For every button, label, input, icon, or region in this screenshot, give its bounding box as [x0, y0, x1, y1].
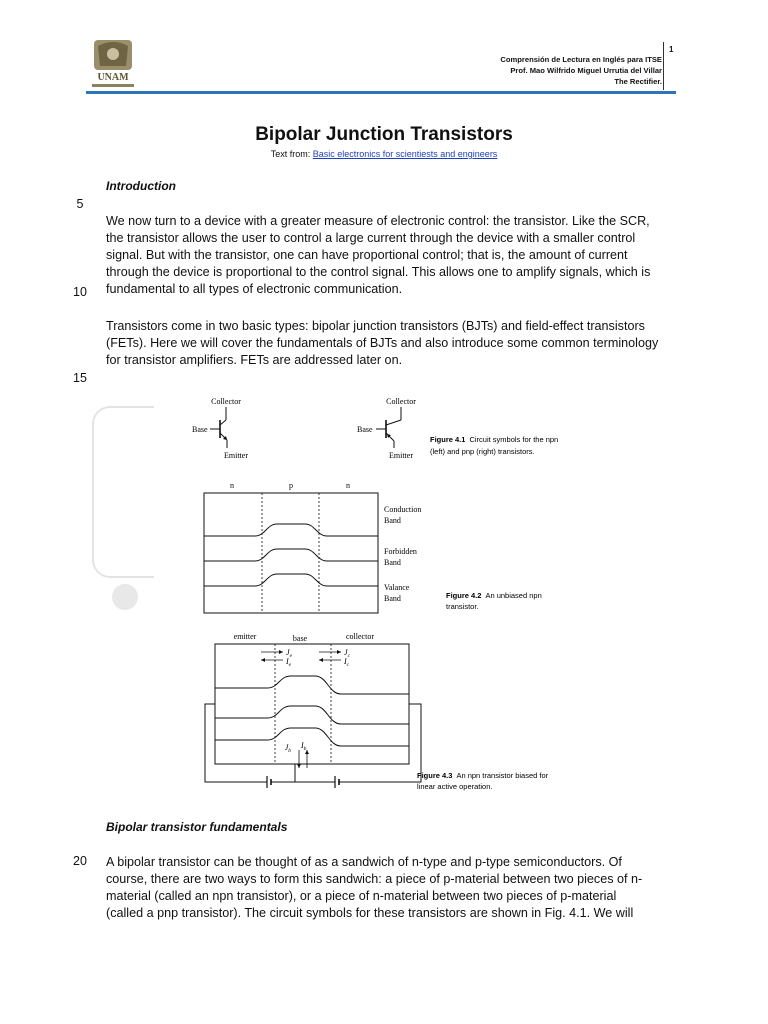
- label-base: Base: [192, 425, 208, 434]
- region-n: n: [230, 481, 234, 490]
- label-emitter: Emitter: [224, 451, 248, 460]
- text-line: fundamental to all types of electronic communication.: [106, 282, 403, 296]
- text-line: the transistor allows the user to control a large current through the device with a smaller control: [106, 231, 636, 245]
- fundamentals-heading: Bipolar transistor fundamentals: [106, 820, 288, 834]
- document-title: Bipolar Junction Transistors: [255, 124, 513, 145]
- label-base: base: [292, 634, 308, 643]
- line-number-5: 5: [76, 197, 84, 211]
- decorative-frame: [92, 406, 154, 578]
- subscript: b: [303, 746, 307, 752]
- caption-line: Circuit symbols for the npn: [469, 435, 559, 444]
- subscript: b: [288, 748, 291, 754]
- text-line: signal. But with the transistor, one can have proportional control; that is, the amount of current: [106, 248, 628, 262]
- symbol: J: [284, 743, 289, 752]
- symbol: J: [344, 648, 348, 657]
- caption-line: An npn transistor biased for: [456, 771, 549, 780]
- region-n: n: [346, 481, 350, 490]
- paragraph-intro: [106, 213, 666, 298]
- text-line: We now turn to a device with a greater measure of electronic control: the transistor. Like the SCR,: [106, 214, 650, 228]
- label-collector: Collector: [386, 397, 416, 406]
- caption-line: (left) and pnp (right) transistors.: [430, 447, 535, 456]
- text-line: (FETs). Here we will cover the fundamentals of BJTs and also introduce some common terminology: [106, 336, 659, 350]
- text-line: for transistor amplifiers. FETs are addressed later on.: [106, 353, 403, 367]
- label-band: Band: [384, 516, 401, 525]
- decorative-circle: [112, 584, 138, 610]
- text-line: course, there are two ways to form this sandwich: a piece of p-material between two pieces of n-: [106, 872, 643, 886]
- caption-line: transistor.: [446, 602, 479, 611]
- label-band: Band: [384, 594, 401, 603]
- document-header: [500, 54, 662, 87]
- subscript: e: [289, 653, 293, 659]
- subscript: c: [346, 662, 350, 668]
- label-conduction: Conduction: [384, 505, 422, 514]
- paragraph-fundamentals: [106, 854, 666, 922]
- text-line: Transistors come in two basic types: bipolar junction transistors (BJTs) and field-effect transistors: [106, 319, 645, 333]
- label-forbidden: Forbidden: [384, 547, 417, 556]
- caption-line: An unbiased npn: [485, 591, 542, 600]
- page-number: 1: [669, 45, 674, 54]
- figure-4-1: [180, 392, 600, 466]
- caption-label: Figure 4.3: [417, 771, 453, 780]
- course-name: Comprensión de Lectura en Inglés para ITSE: [500, 55, 662, 64]
- line-number-15: 15: [73, 371, 87, 385]
- symbol: I: [344, 657, 347, 666]
- topic-name: The Rectifier.: [614, 77, 662, 86]
- intro-heading: Introduction: [106, 179, 176, 193]
- symbol: I: [301, 741, 304, 750]
- source-link[interactable]: Basic electronics for scientiests and engineers: [312, 149, 498, 159]
- text-line: through the device is proportional to the control signal. This allows one to amplify signals, which is: [106, 265, 651, 279]
- caption-label: Figure 4.1: [430, 435, 466, 444]
- text-line: material (called an npn transistor), or a piece of n-material between two pieces of p-material: [106, 889, 617, 903]
- text-line: (called a pnp transistor). The circuit symbols for these transistors are shown in Fig. 4.1. We will: [106, 906, 634, 920]
- unam-logo: [86, 38, 140, 92]
- caption-label: Figure 4.2: [446, 591, 482, 600]
- source-prefix: Text from:: [270, 149, 311, 159]
- label-jb: [285, 743, 292, 754]
- line-number-20: 20: [73, 854, 87, 868]
- label-collector: collector: [346, 632, 374, 641]
- symbol: J: [286, 648, 290, 657]
- figure-4-1-caption: [430, 435, 558, 444]
- label-valance: Valance: [384, 583, 410, 592]
- header-rule: [86, 91, 676, 94]
- subscript: c: [347, 653, 351, 659]
- label-emitter: emitter: [233, 632, 257, 641]
- text-line: A bipolar transistor can be thought of as a sandwich of n-type and p-type semiconductors. Of: [106, 855, 622, 869]
- line-number-10: 10: [73, 285, 87, 299]
- header-divider: [663, 42, 664, 90]
- professor-name: Prof. Mao Wilfrido Miguel Urrutia del Villar: [510, 66, 662, 75]
- symbol: I: [286, 657, 289, 666]
- label-emitter: Emitter: [389, 451, 413, 460]
- label-ib: [300, 741, 307, 752]
- figure-4-3-caption: [417, 771, 549, 780]
- subscript: e: [288, 662, 292, 668]
- figure-4-3: [195, 628, 595, 798]
- paragraph-types: [106, 318, 666, 369]
- label-collector: Collector: [211, 397, 241, 406]
- caption-line: linear active operation.: [417, 782, 493, 791]
- figure-4-2: [195, 478, 595, 618]
- label-band: Band: [384, 558, 401, 567]
- logo-text: UNAM: [97, 72, 129, 83]
- region-p: p: [289, 481, 293, 490]
- label-base: Base: [357, 425, 373, 434]
- figure-4-2-caption: [446, 591, 542, 600]
- source-line: [0, 149, 768, 159]
